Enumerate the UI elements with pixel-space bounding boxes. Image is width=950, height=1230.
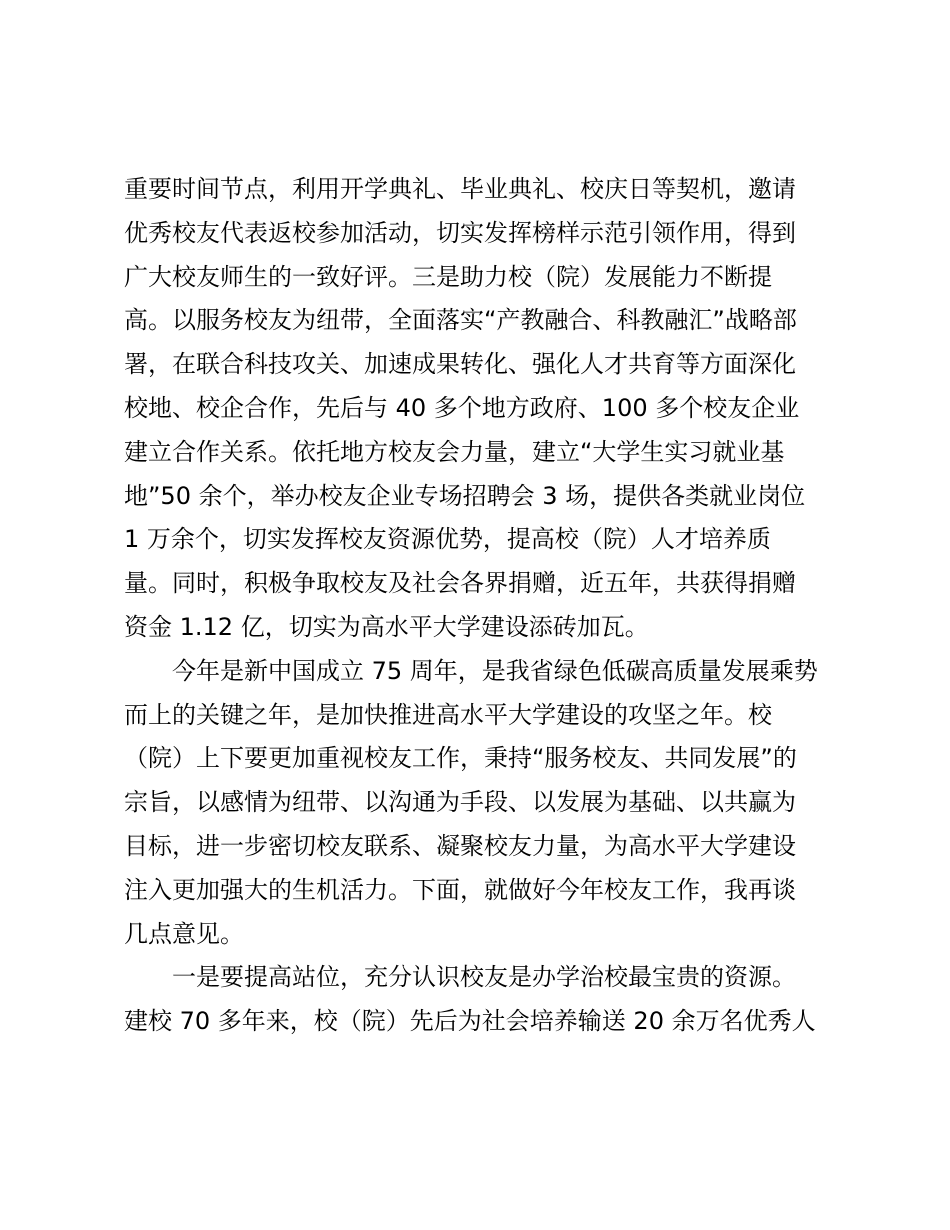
body-text: [124, 168, 844, 1044]
paragraph-first-line: 一是要提高站位，充分认识校友是办学治校最宝贵的资源。: [172, 963, 796, 992]
text-line: （院）上下要更加重视校友工作，秉持“服务校友、共同发展”的: [124, 744, 797, 773]
text-line: 校地、校企合作，先后与 40 多个地方政府、100 多个校友企业: [124, 393, 800, 422]
text-line: 地”50 余个，举办校友企业专场招聘会 3 场，提供各类就业岗位: [124, 481, 806, 510]
text-line: 广大校友师生的一致好评。三是助力校（院）发展能力不断提: [124, 262, 772, 291]
text-line: 资金 1.12 亿，切实为高水平大学建设添砖加瓦。: [124, 612, 649, 641]
text-line: 建校 70 多年来，校（院）先后为社会培养输送 20 余万名优秀人: [124, 1007, 816, 1036]
text-line: 高。以服务校友为纽带，全面落实“产教融合、科教融汇”战略部: [124, 306, 797, 335]
text-line: 优秀校友代表返校参加活动，切实发挥榜样示范引领作用，得到: [124, 218, 796, 247]
text-line: 目标，进一步密切校友联系、凝聚校友力量，为高水平大学建设: [124, 831, 796, 860]
text-line: 1 万余个，切实发挥校友资源优势，提高校（院）人才培养质: [124, 525, 771, 554]
text-line: 宗旨，以感情为纽带、以沟通为手段、以发展为基础、以共赢为: [124, 788, 796, 817]
text-line: 署，在联合科技攻关、加速成果转化、强化人才共育等方面深化: [124, 350, 796, 379]
text-line: 建立合作关系。依托地方校友会力量，建立“大学生实习就业基: [124, 437, 785, 466]
text-line: 而上的关键之年，是加快推进高水平大学建设的攻坚之年。校: [124, 700, 772, 729]
text-line: 重要时间节点，利用开学典礼、毕业典礼、校庆日等契机，邀请: [124, 175, 796, 203]
text-line: 量。同时，积极争取校友及社会各界捐赠，近五年，共获得捐赠: [124, 569, 796, 598]
text-line: 注入更加强大的生机活力。下面，就做好今年校友工作，我再谈: [124, 875, 796, 904]
paragraph-first-line: 今年是新中国成立 75 周年，是我省绿色低碳高质量发展乘势: [172, 656, 818, 685]
text-line: 几点意见。: [124, 919, 244, 948]
